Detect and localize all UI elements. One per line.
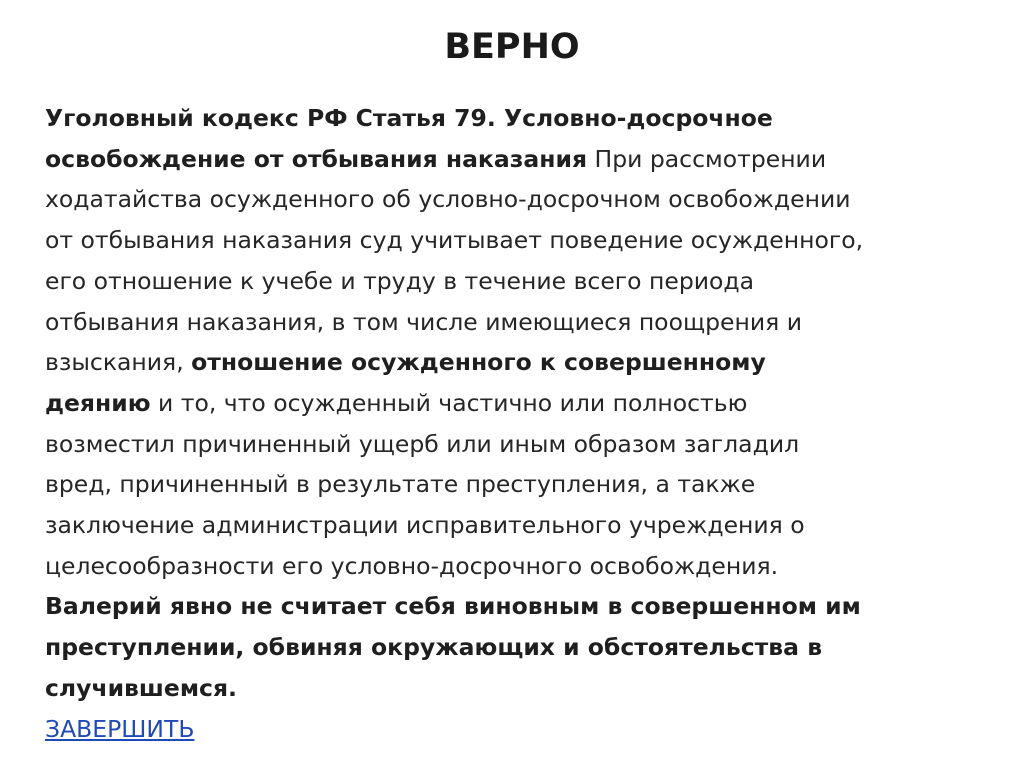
body-line-8-text: и то, что осужденный частично или полностью	[150, 388, 748, 417]
body-line-10: вред, причиненный в результате преступления, а также	[45, 470, 756, 499]
slide-body	[45, 98, 1005, 749]
body-line-15: случившемся.	[45, 673, 237, 702]
body-line-2-text: При рассмотрении	[587, 144, 827, 173]
slide-title: ВЕРНО	[444, 27, 580, 67]
body-line-6: отбывания наказания, в том числе имеющиеся поощрения и	[45, 307, 802, 336]
body-line-7-bold: отношение осужденного к совершенному	[191, 348, 766, 377]
finish-link-line	[45, 709, 1005, 750]
body-line-14: преступлении, обвиняя окружающих и обстоятельства в	[45, 633, 823, 662]
body-line-8	[45, 383, 1005, 424]
body-line-8-bold: деянию	[45, 388, 151, 417]
body-line-11: заключение администрации исправительного учреждения о	[45, 511, 805, 540]
body-line-3: ходатайства осужденного об условно-досрочном освобождении	[45, 185, 851, 214]
body-line-4: от отбывания наказания суд учитывает поведение осужденного,	[45, 226, 864, 255]
body-line-12: целесообразности его условно-досрочного освобождения.	[45, 551, 779, 580]
body-line-13: Валерий явно не считает себя виновным в совершенном им	[45, 592, 861, 621]
body-line-2-bold: освобождение от отбывания наказания	[45, 144, 588, 173]
body-line-7-text: взыскания,	[45, 348, 192, 377]
body-line-2	[45, 139, 1005, 180]
body-line-7	[45, 342, 1005, 383]
body-line-1: Уголовный кодекс РФ Статья 79. Условно-досрочное	[45, 104, 773, 132]
finish-link[interactable]: ЗАВЕРШИТЬ	[45, 714, 195, 743]
body-line-5: его отношение к учебе и труду в течение всего периода	[45, 266, 755, 295]
body-line-9: возместил причиненный ущерб или иным образом загладил	[45, 429, 800, 458]
